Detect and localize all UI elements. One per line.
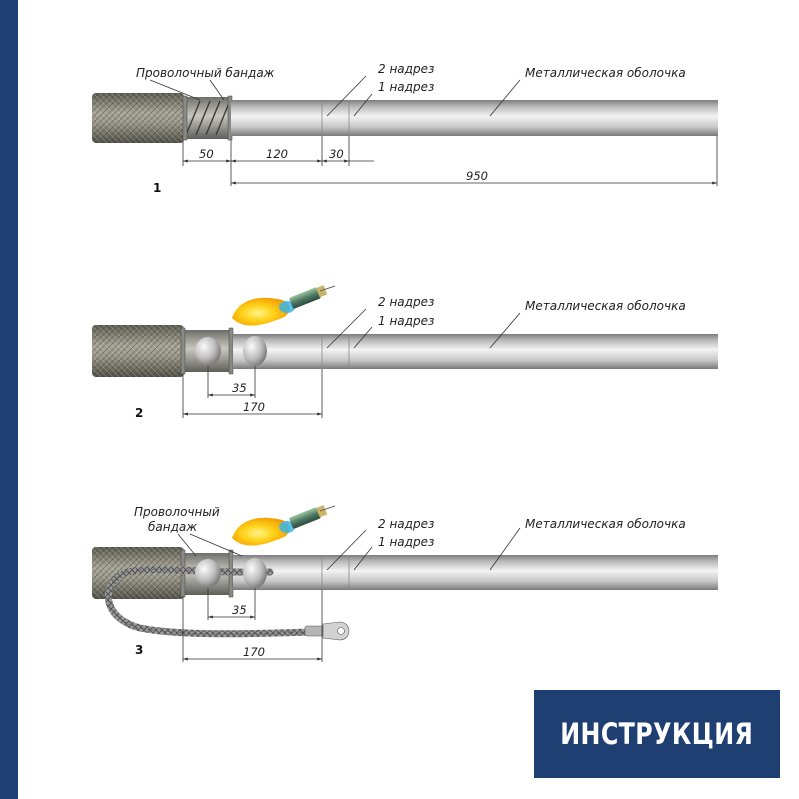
- metal-sheath: [231, 100, 718, 136]
- step-3-bandage-label-line2: бандаж: [148, 520, 198, 534]
- gas-torch-icon: [232, 284, 335, 325]
- step-2-cut1-label: 1 надрез: [378, 314, 435, 328]
- step-2-number: 2: [135, 406, 144, 420]
- step-1-number: 1: [153, 181, 162, 195]
- step-3-figure: [92, 504, 718, 662]
- solder-spot: [243, 558, 267, 588]
- step-1-dim-120: 120: [266, 147, 288, 161]
- metal-sheath: [233, 334, 718, 369]
- step-1-cut2-label: 2 надрез: [378, 62, 435, 76]
- armor-knurl: [92, 93, 184, 143]
- step-3-sheath-label: Металлическая оболочка: [525, 517, 686, 531]
- step-1-cut1-label: 1 надрез: [378, 80, 435, 94]
- solder-spot: [243, 336, 267, 366]
- step-1-bandage-label: Проволочный бандаж: [136, 66, 275, 80]
- step-3-number: 3: [135, 643, 144, 657]
- step-2-figure: [92, 284, 718, 420]
- step-3-dim-170: 170: [243, 645, 265, 659]
- step-1-sheath-label: Металлическая оболочка: [525, 66, 686, 80]
- step-1-dim-50: 50: [199, 147, 214, 161]
- step-3-cut2-label: 2 надрез: [378, 517, 435, 531]
- instruction-button-label: ИНСТРУКЦИЯ: [560, 717, 754, 751]
- step-2-cut2-label: 2 надрез: [378, 295, 435, 309]
- cable-lug-icon: [305, 622, 349, 640]
- step-2-dim-170: 170: [243, 400, 265, 414]
- metal-sheath: [233, 555, 718, 590]
- instruction-button[interactable]: [534, 690, 780, 778]
- step-3-bandage-label-line1: Проволочный: [134, 505, 220, 519]
- step-1-figure: [92, 62, 718, 195]
- gas-torch-icon: [232, 504, 335, 545]
- step-1-dim-950: 950: [466, 169, 488, 183]
- step-2-sheath-label: Металлическая оболочка: [525, 299, 686, 313]
- solder-spot: [195, 337, 221, 365]
- step-2-dim-35: 35: [232, 381, 247, 395]
- step-3-dim-35: 35: [232, 603, 247, 617]
- step-3-cut1-label: 1 надрез: [378, 535, 435, 549]
- step-1-dim-30: 30: [329, 147, 344, 161]
- solder-spot: [195, 559, 221, 587]
